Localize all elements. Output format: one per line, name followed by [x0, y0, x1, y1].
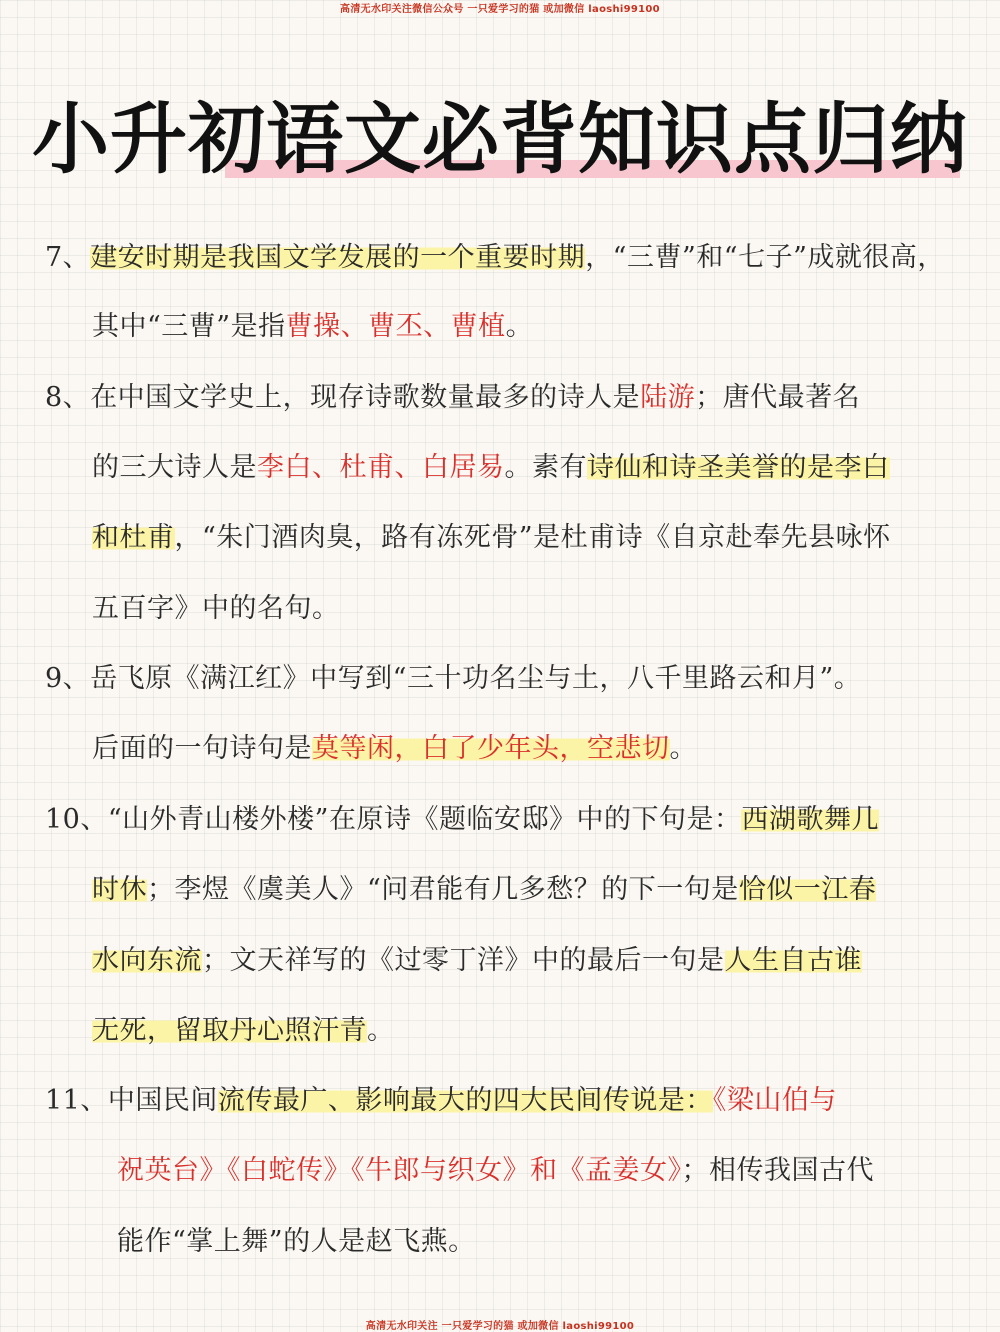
item-text: 。	[367, 1015, 395, 1046]
highlighted-text: 流传最广、影响最大的四大民间传说是：	[217, 1085, 713, 1116]
item-11-line-2	[117, 1149, 874, 1193]
item-text: 。	[669, 733, 697, 764]
item-text: ；唐代最著名	[695, 382, 861, 413]
item-10-line-1	[45, 798, 879, 842]
item-text: 的三大诗人是	[92, 452, 257, 483]
item-11-line-1	[45, 1079, 837, 1123]
item-7-line-2	[92, 305, 533, 349]
item-8-line-1	[45, 376, 860, 420]
item-text: 岳飞原《满江红》中写到“三十功名尘与土，八千里路云和月”。	[90, 663, 862, 694]
item-text: ；相传我国古代	[681, 1155, 874, 1186]
highlighted-text: 水向东流	[92, 945, 202, 976]
item-11-line-3	[117, 1220, 476, 1264]
item-text: 后面的一句诗句是	[92, 733, 312, 764]
item-8-line-3	[92, 516, 891, 560]
item-8-line-4	[92, 587, 340, 631]
item-text: 在中国文学史上，现存诗歌数量最多的诗人是	[90, 382, 641, 413]
red-answer-text: 祝英台》《白蛇传》《牛郎与织女》和《孟姜女》	[117, 1155, 682, 1186]
item-11-number: 11、	[45, 1085, 108, 1116]
highlighted-text: 无死，留取丹心照汗青	[92, 1015, 367, 1046]
red-answer-text: 莫等闲，白了少年头，空悲切	[312, 733, 670, 764]
item-text: ；文天祥写的《过零丁洋》中的最后一句是	[202, 945, 725, 976]
highlighted-text: 人生自古谁	[724, 945, 862, 976]
page-title: 小升初语文必背知识点归纳	[32, 96, 968, 185]
watermark-bottom: 高清无水印关注 一只爱学习的猫 或加微信 laoshi99100	[365, 1321, 635, 1332]
highlighted-text: 诗仙和诗圣美誉的是李白	[587, 452, 890, 483]
item-text: ；李煜《虞美人》“问君能有几多愁？的下一句是	[147, 874, 739, 905]
item-10-number: 10、	[45, 804, 108, 835]
red-answer-text: 曹操、曹丕、曹植	[285, 311, 506, 342]
item-8-line-2	[92, 446, 890, 490]
item-7-line-1	[45, 236, 945, 280]
item-text: 五百字》中的名句。	[92, 593, 340, 624]
highlighted-text: 和杜甫	[92, 522, 175, 553]
item-9-line-1	[45, 657, 861, 701]
red-answer-text: 《梁山伯与	[712, 1085, 837, 1116]
highlighted-text: 时休	[92, 874, 147, 905]
item-10-line-3	[92, 939, 862, 983]
item-9-number: 9、	[45, 663, 91, 694]
red-answer-text: 陆游	[640, 382, 696, 413]
item-text: 。	[505, 311, 534, 342]
highlighted-text: 西湖歌舞几	[741, 804, 879, 835]
red-answer-text: 李白、杜甫、白居易	[257, 452, 505, 483]
watermark-top: 高清无水印关注微信公众号 一只爱学习的猫 或加微信 laoshi99100	[340, 4, 660, 15]
highlighted-text: 恰似一江春	[738, 874, 877, 905]
highlighted-text: 建安时期是我国文学发展的一个重要时期	[90, 242, 586, 273]
item-8-number: 8、	[45, 382, 91, 413]
item-text: 中国民间	[107, 1085, 218, 1116]
item-text: “山外青山楼外楼”在原诗《题临安邸》中的下句是：	[107, 804, 742, 835]
item-text: ，“朱门酒肉臭，路有冻死骨”是杜甫诗《自京赴奉先县咏怀	[174, 522, 891, 553]
item-7-number: 7、	[45, 242, 91, 273]
item-10-line-2	[92, 868, 876, 912]
item-text: ，“三曹”和“七子”成就很高，	[585, 242, 945, 273]
item-text: 其中“三曹”是指	[92, 311, 286, 342]
item-text: 。素有	[504, 452, 587, 483]
item-text: 能作“掌上舞”的人是赵飞燕。	[117, 1226, 476, 1257]
item-9-line-2	[92, 727, 697, 771]
item-10-line-4	[92, 1009, 395, 1053]
